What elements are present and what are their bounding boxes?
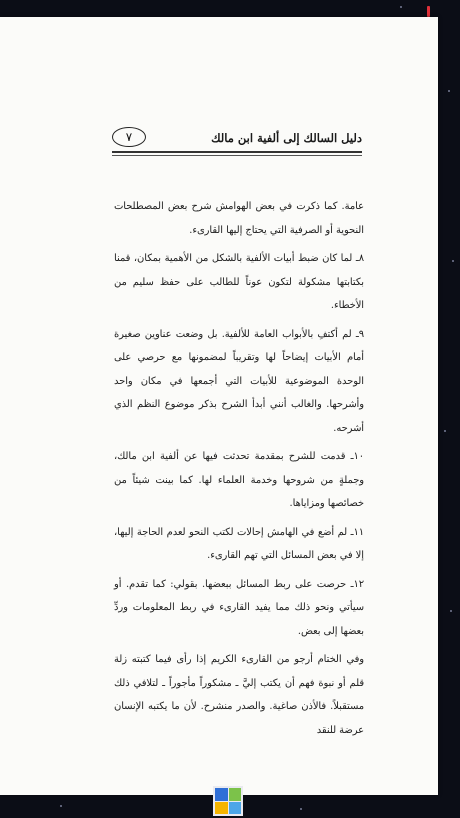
page-number: ٧: [112, 127, 146, 147]
paragraph: وفي الختام أرجو من القارىء الكريم إذا رأى فيما كتبته زلة قلم أو نبوة فهم أن يكتب إليَّ ـ مشكوراً مأجوراً ـ لتلافي ذلك مستقبلاً. فالأذن صاغية. والصدر منشرح. لأن ما يكتبه الإنسان عرضة للنقد: [114, 654, 364, 736]
paragraph: ١١ـ لم أضع في الهامش إحالات لكتب النحو لعدم الحاجة إليها، إلا في بعض المسائل التي تهم القارىء.: [114, 526, 364, 561]
logo-quadrant: [229, 788, 242, 801]
page-header: [112, 125, 362, 165]
logo-quadrant: [215, 802, 228, 815]
logo-quadrant: [215, 788, 228, 801]
paragraph: عامة. كما ذكرت في بعض الهوامش شرح بعض المصطلحات النحوية أو الصرفية التي يحتاج إليها القارىء.: [114, 201, 364, 236]
paragraph: ١٠ـ قدمت للشرح بمقدمة تحدثت فيها عن ألفية ابن مالك، وجملةٍ من شروحها وخدمة العلماء لها. كما بينت شيئاً من خصائصها ومزاياها.: [114, 451, 364, 509]
header-rule: [112, 151, 362, 153]
windows-logo-icon[interactable]: [213, 786, 243, 816]
logo-quadrant: [229, 802, 242, 815]
paragraph: ٩ـ لم أكتفِ بالأبواب العامة للألفية. بل وضعت عناوين صغيرة أمام الأبيات إيضاحاً لها وتقريباً لمضمونها مع حرصي على الوحدة الموضوعية للأبيات التي أجمعها في مكان واحد وأشرحها. والغالب أنني أبدأ الشرح بذكر موضوع النظم الذي أشرحه.: [114, 328, 364, 434]
header-title: دليل السالك إلى ألفية ابن مالك: [211, 131, 362, 145]
book-page[interactable]: [0, 17, 438, 795]
paragraph: ٨ـ لما كان ضبط أبيات الألفية بالشكل من الأهمية بمكان، قمنا بكتابتها مشكولة لتكون عوناً للطالب على حفظ سليم من الأخطاء.: [114, 253, 364, 311]
paragraph: ١٢ـ حرصت على ربط المسائل ببعضها. بقولي: كما تقدم. أو سيأتي ونحو ذلك مما يفيد القارىء في ربط المعلومات وردِّ بعضها إلى بعض.: [114, 578, 364, 637]
page-content: [114, 195, 364, 747]
status-indicator: [427, 6, 430, 17]
header-rule-thin: [112, 155, 362, 156]
